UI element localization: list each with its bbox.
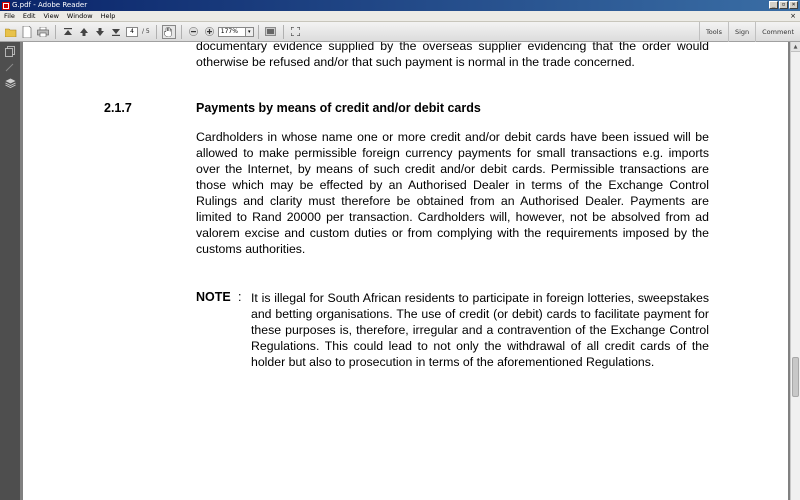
title-bar (0, 0, 800, 11)
zoom-in-icon[interactable] (203, 25, 217, 39)
close-window-button[interactable]: × (789, 1, 798, 9)
comment-button[interactable]: Comment (755, 22, 800, 42)
window-controls (769, 1, 798, 9)
pdf-page (23, 42, 788, 500)
toolbar-separator (283, 25, 284, 39)
toolbar-separator (258, 25, 259, 39)
toolbar-right-panel (699, 22, 800, 42)
previous-page-icon[interactable] (77, 25, 91, 39)
document-viewport[interactable] (20, 42, 790, 500)
zoom-level-input[interactable]: 177% (218, 27, 246, 37)
full-screen-icon[interactable] (289, 25, 303, 39)
toolbar (0, 22, 800, 42)
vertical-scrollbar[interactable] (790, 42, 800, 500)
pdf-file-icon (2, 2, 10, 10)
page-total: / 5 (142, 28, 150, 35)
hand-tool-icon[interactable] (162, 25, 176, 39)
minimize-button[interactable]: _ (769, 1, 778, 9)
menu-help[interactable]: Help (100, 11, 116, 20)
section-title: Payments by means of credit and/or debit cards (196, 101, 481, 115)
open-folder-icon[interactable] (4, 25, 18, 39)
intro-paragraph: documentary evidence supplied by the overseas supplier evidencing that the order would otherwise be refused and/or that such payment is normal in the trade concerned. (196, 42, 709, 69)
section-number: 2.1.7 (104, 101, 132, 115)
note-label-wrap (196, 290, 231, 304)
note-label: NOTE (196, 290, 231, 304)
create-pdf-icon[interactable] (20, 25, 34, 39)
sign-button[interactable]: Sign (728, 22, 755, 42)
scroll-up-icon[interactable]: ▲ (791, 42, 800, 52)
zoom-dropdown-icon[interactable]: ▾ (246, 27, 254, 37)
layers-icon[interactable] (4, 78, 16, 90)
menu-edit[interactable]: Edit (22, 11, 36, 20)
window-title: G.pdf - Adobe Reader (12, 1, 88, 9)
menu-view[interactable]: View (43, 11, 59, 20)
page-number-input[interactable]: 4 (126, 27, 138, 37)
next-page-icon[interactable] (93, 25, 107, 39)
close-document-button[interactable]: × (790, 12, 796, 20)
page-thumbnails-icon[interactable] (4, 46, 16, 58)
navigation-pane (0, 42, 20, 500)
menu-file[interactable]: File (4, 11, 15, 20)
toolbar-separator (55, 25, 56, 39)
read-mode-icon[interactable] (264, 25, 278, 39)
toolbar-separator (181, 25, 182, 39)
toolbar-separator (156, 25, 157, 39)
menu-window[interactable]: Window (66, 11, 93, 20)
maximize-button[interactable]: ▫ (779, 1, 788, 9)
menu-bar (0, 11, 800, 22)
note-text: It is illegal for South African residents to participate in foreign lotteries, sweepstakes and betting organisations. The use of credit (or debit) cards to facilitate payment for these purposes is, therefore, irregular and a contravention of the Exchange Control Regulations. This could lead to not only the withdrawal of all credit cards of the holder but also to prosecution in terms of the aforementioned Regulations. (251, 291, 709, 369)
scroll-thumb[interactable] (792, 357, 799, 397)
bookmarks-icon[interactable] (4, 62, 16, 74)
print-icon[interactable] (36, 25, 50, 39)
first-page-icon[interactable] (61, 25, 75, 39)
tools-button[interactable]: Tools (699, 22, 728, 42)
zoom-out-icon[interactable] (187, 25, 201, 39)
last-page-icon[interactable] (109, 25, 123, 39)
section-body: Cardholders in whose name one or more credit and/or debit cards have been issued will be allowed to make permissible foreign currency payments for small transactions e.g. imports over the Internet, by means of such credit and/or debit cards. Permissible transactions are those which may be effected by an Authorised Dealer in terms of the Exchange Control Rulings and clarity must therefore be obtained from an Authorised Dealer. Payments are limited to Rand 20000 per transaction. Cardholders will, however, not be absolved from ad valorem excise and custom duties or from complying with the requirements imposed by the customs authorities. (196, 130, 709, 256)
note-colon: : (238, 290, 242, 304)
